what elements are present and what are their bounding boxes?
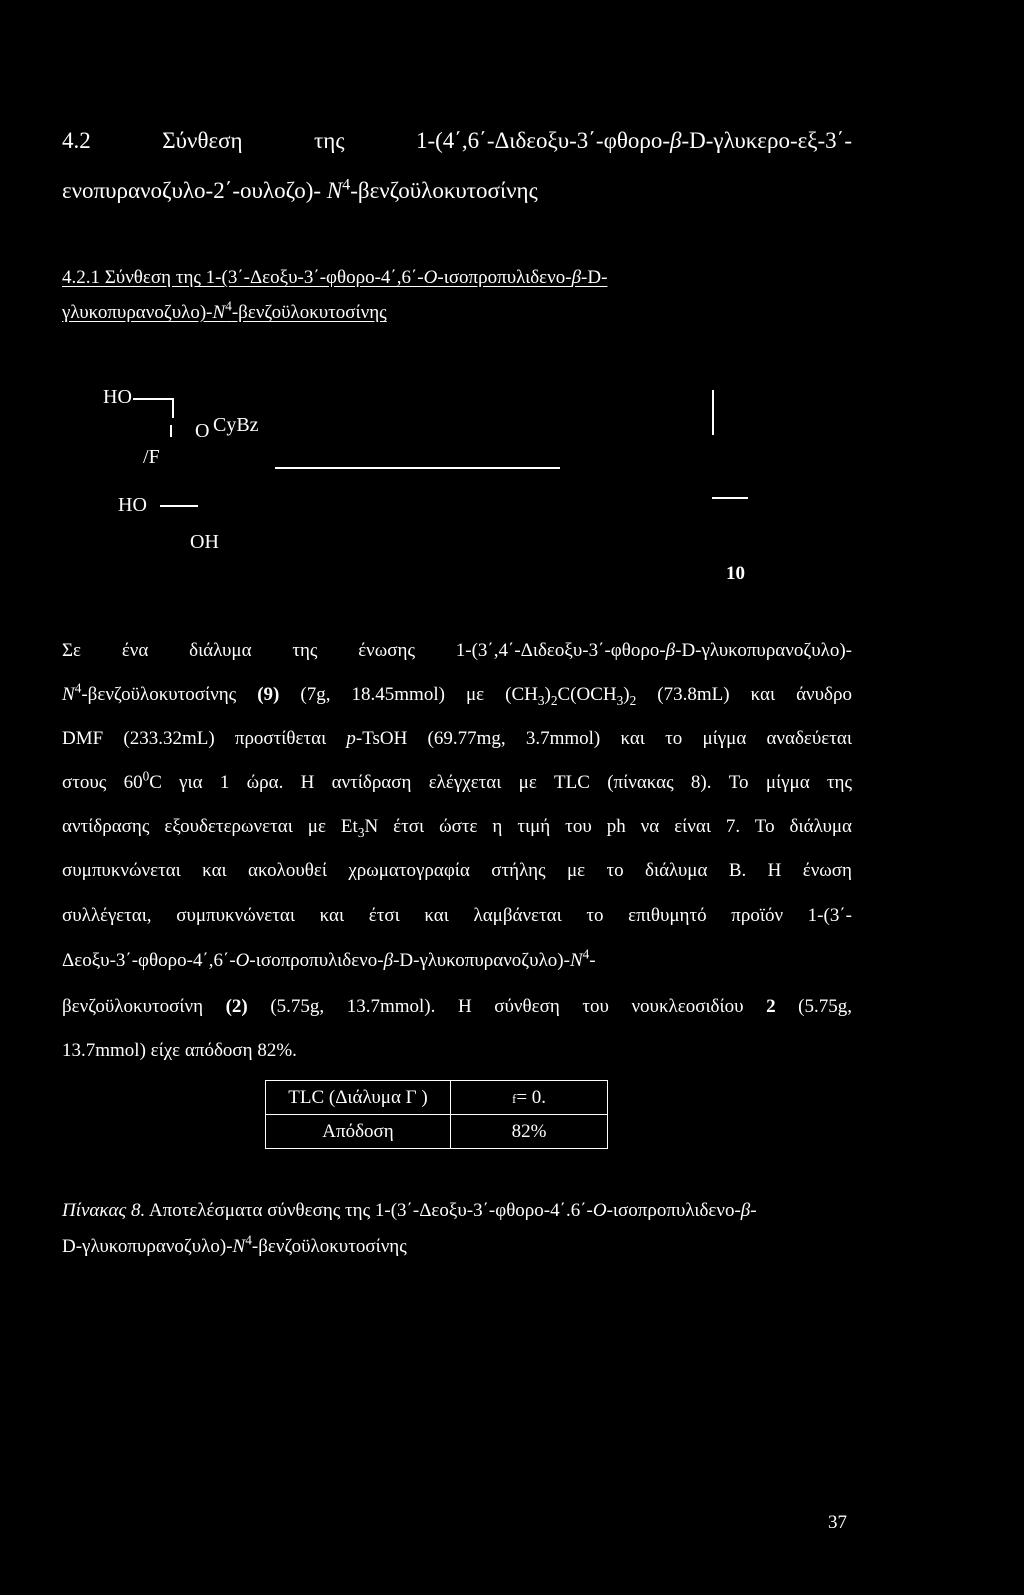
paragraph-line: συμπυκνώνεται και ακολουθεί χρωματογραφία στήλης με το διάλυμα Β. Η ένωση (62, 860, 852, 881)
subsection-title-line1: 4.2.1 Σύνθεση της 1-(3΄-Δεοξυ-3΄-φθορο-4΄,6΄-O-ισοπροπυλιδενο-β-D- (62, 267, 608, 288)
structure-o: O (195, 420, 210, 442)
table-cell: TLC (Διάλυμα Γ ) (266, 1081, 451, 1115)
compound-number: 10 (726, 563, 745, 584)
structure-cybz: CyBz (213, 414, 259, 436)
structure-f: /F (143, 446, 160, 468)
structure-ho-top: HO (103, 386, 132, 408)
paragraph-line: αντίδρασης εξουδετερωνεται με $Et_3N$ έτσι ώστε η τιμή του ph να είναι 7. Το διάλυμα (62, 816, 852, 840)
bond-line (712, 497, 748, 499)
table-cell: 82% (451, 1115, 608, 1149)
results-table (265, 1080, 608, 1149)
table-caption-line1: Πίνακας 8. Αποτελέσματα σύνθεσης της 1-(3΄-Δεοξυ-3΄-φθορο-4΄.6΄-O-ισοπροπυλιδενο-β- (62, 1200, 757, 1221)
bond-line (275, 467, 560, 469)
paragraph-line: συλλέγεται, συμπυκνώνεται και έτσι και λαμβάνεται το επιθυμητό προϊόν 1-(3΄- (62, 905, 852, 926)
bond-line (172, 398, 174, 418)
table-caption-line2: $D-\gamma\lambda\upsilon\kappa o\pi\upsilon\rho\alpha\nu o\zeta\upsilon\lambda o)-N^4$-βενζοϋλοκυτοσίνης (62, 1232, 407, 1257)
page-number: 37 (828, 1512, 847, 1533)
structure-oh: OH (190, 531, 219, 553)
bond-line (712, 390, 714, 435)
bond-line (170, 425, 172, 437)
section-title-line2: ενοπυρανοζυλο-2΄-ουλοζο)- $N^4$-βενζοϋλοκυτοσίνης (62, 176, 538, 203)
table-row (266, 1081, 608, 1115)
structure-ho-left: HO (118, 494, 147, 516)
paragraph-line: βενζοϋλοκυτοσίνη (2) (5.75g, 13.7mmol). Η σύνθεση του νουκλεοσιδίου 2 (5.75g, (62, 996, 853, 1017)
paragraph-line: στους $60^0C$ για 1 ώρα. Η αντίδραση ελέγχεται με TLC (πίνακας 8). Το μίγμα της (62, 768, 853, 793)
section-title-line1: 4.2 Σύνθεση της 1-(4΄,6΄-Διδεοξυ-3΄-φθορο-β-D-γλυκερο-εξ-3΄- (62, 128, 852, 153)
table-cell: Απόδοση (266, 1115, 451, 1149)
table-row (266, 1115, 608, 1149)
paragraph-line: 13.7mmol) είχε απόδοση 82%. (62, 1040, 297, 1061)
subsection-title-line2: $\gamma\lambda\upsilon\kappa o\pi\upsilon\rho\alpha\nu o\zeta\upsilon\lambda o)-N^4$-βενζοϋλοκυτοσίνης (62, 298, 387, 323)
bond-line (160, 505, 198, 507)
paragraph-line: DMF (233.32mL) προστίθεται p-TsOH (69.77mg, 3.7mmol) και το μίγμα αναδεύεται (62, 728, 852, 749)
paragraph-line: Σε ένα διάλυμα της ένωσης 1-(3΄,4΄-Διδεοξυ-3΄-φθορο-β-D-γλυκοπυρανοζυλο)- (62, 640, 852, 661)
table-cell: f= 0. (451, 1081, 608, 1115)
paragraph-line: Δεοξυ-$3΄-\varphi\theta o\rho o-4΄,6΄-O-\iota\sigma o\pi\rho o\pi\upsilon\lambda\iota\delta\varepsilon\nu o-\beta-D-\gamma\lambda\upsilon\kappa o\pi\upsilon\rho\alpha\nu o\zeta\upsilon\lambda o)-N^4-$ (62, 946, 596, 971)
bond-line (133, 398, 173, 400)
paragraph-line: $N^4$-βενζοϋλοκυτοσίνης (9) (7g, 18.45mmol) με $(CH_3)_2C(OCH_3)_2$ (73.8mL) και άνυδρο (62, 680, 852, 708)
